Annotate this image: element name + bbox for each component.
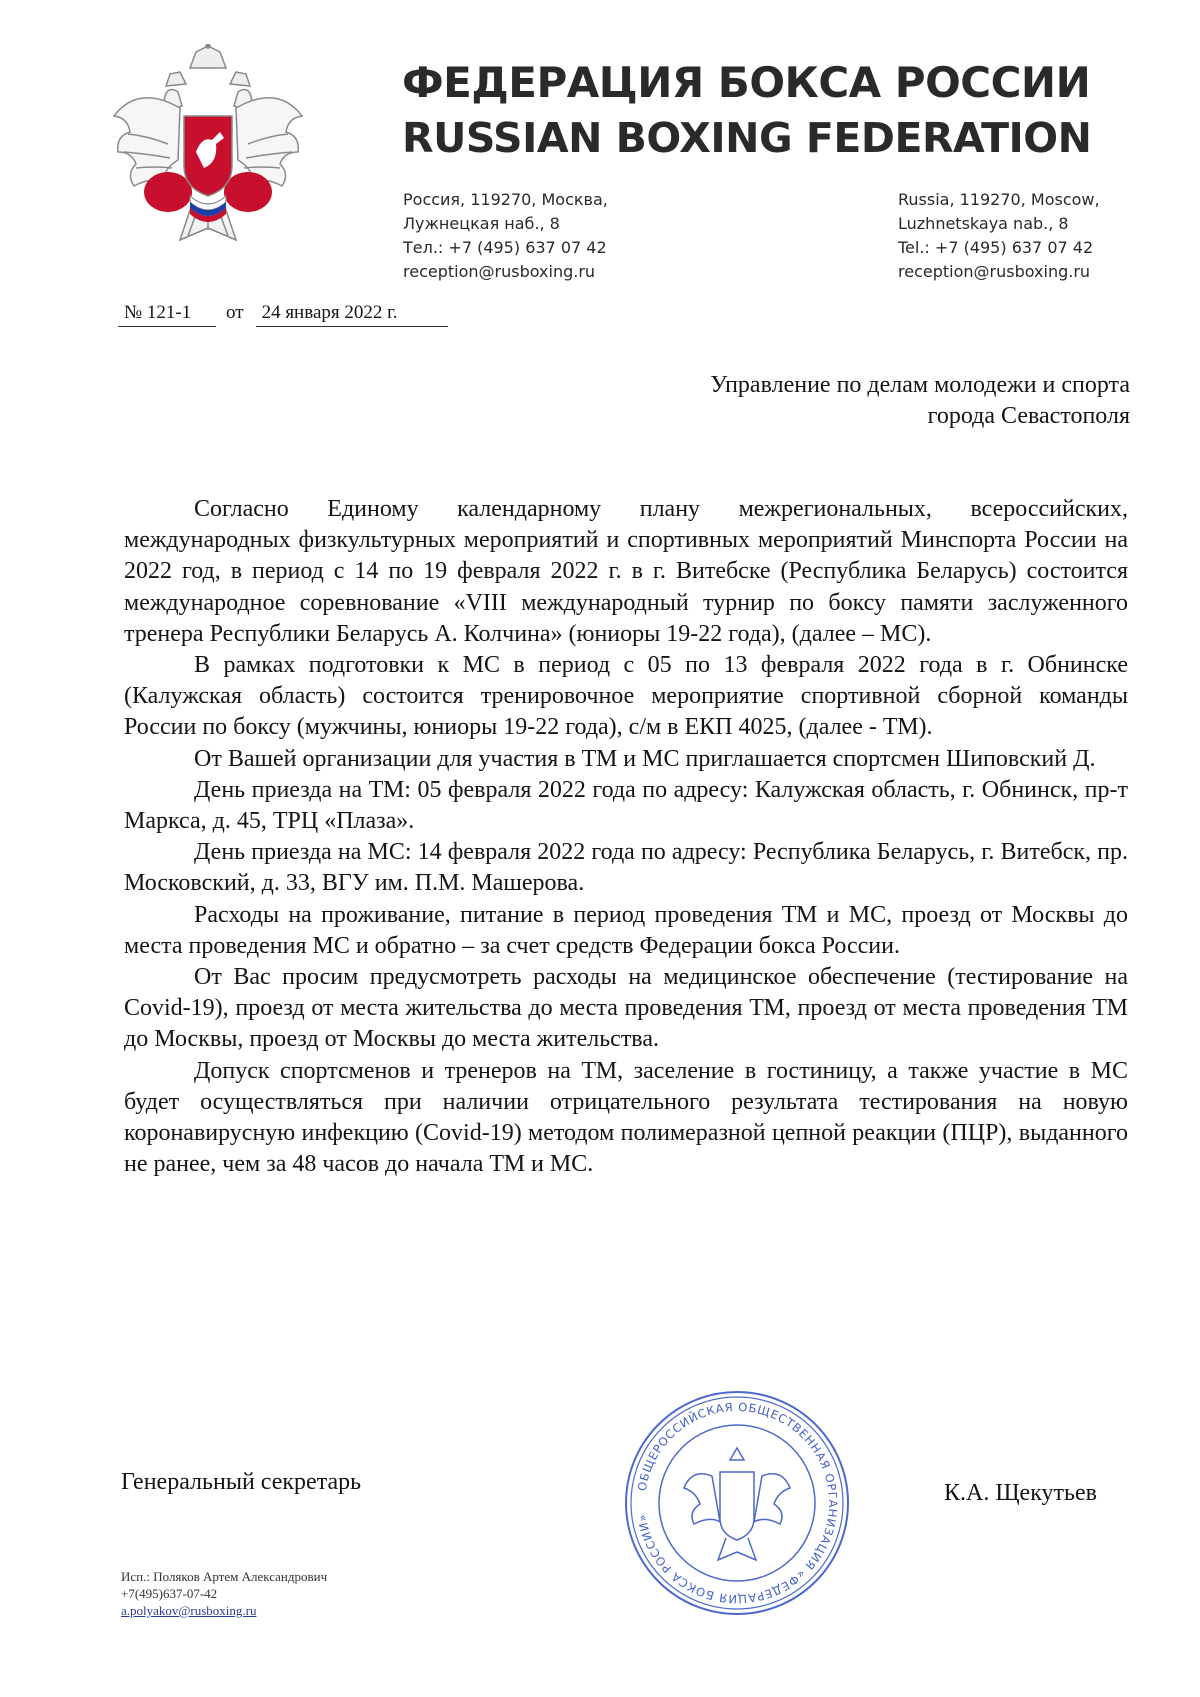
- address-ru-line: Россия, 119270, Москва,: [403, 190, 608, 209]
- address-ru-line: Тел.: +7 (495) 637 07 42: [403, 238, 607, 257]
- letter-body: [124, 494, 1128, 1180]
- org-name-en: RUSSIAN BOXING FEDERATION: [402, 114, 1092, 162]
- body-paragraph: В рамках подготовки к МС в период с 05 по 13 февраля 2022 года в г. Обнинске (Калужская область) состоится тренировочное мероприятие спортивной сборной команды России по боксу (мужчины, юниоры 19-22 года), с/м в ЕКП 4025, (далее - ТМ).: [124, 652, 1128, 741]
- registration-number: № 121-1: [118, 302, 216, 327]
- executor-name: Исп.: Поляков Артем Александрович: [121, 1569, 328, 1584]
- executor-block: [121, 1568, 327, 1619]
- org-name-ru: ФЕДЕРАЦИЯ БОКСА РОССИИ: [402, 58, 1091, 107]
- body-paragraph: От Вашей организации для участия в ТМ и МС приглашается спортсмен Шиповский Д.: [194, 745, 1096, 772]
- body-paragraph: Расходы на проживание, питание в период проведения ТМ и МС, проезд от Москвы до места проведения МС и обратно – за счет средств Федерации бокса России.: [124, 901, 1128, 959]
- addressee: [710, 370, 1130, 432]
- body-paragraph: Допуск спортсменов и тренеров на ТМ, заселение в гостиницу, а также участие в МС будет осуществляться при наличии отрицательного результата тестирования на новую коронавирусную инфекцию (Covid-19) методом полимеразной цепной реакции (ПЦР), выданного не ранее, чем за 48 часов до начала ТМ и МС.: [124, 1057, 1128, 1178]
- federation-emblem-icon: [108, 44, 308, 254]
- signatory-title: Генеральный секретарь: [121, 1469, 362, 1495]
- body-paragraph: День приезда на ТМ: 05 февраля 2022 года по адресу: Калужская область, г. Обнинск, пр-т Маркса, д. 45, ТРЦ «Плаза».: [124, 776, 1128, 835]
- stamp-text: ОБЩЕРОССИЙСКАЯ ОБЩЕСТВЕННАЯ ОРГАНИЗАЦИЯ «ФЕДЕРАЦИЯ БОКСА РОССИИ»: [634, 1399, 841, 1607]
- address-en: [898, 188, 1100, 284]
- executor-email-link[interactable]: a.polyakov@rusboxing.ru: [121, 1603, 257, 1618]
- official-stamp-icon: [622, 1388, 852, 1618]
- body-paragraph: От Вас просим предусмотреть расходы на медицинское обеспечение (тестирование на Covid-19), проезд от места жительства до места проведения ТМ, проезд от места проведения ТМ до Москвы, проезд от Москвы до места жительства.: [124, 964, 1128, 1053]
- address-ru: [403, 188, 608, 284]
- addressee-line-1: Управление по делам молодежи и спорта: [710, 372, 1130, 398]
- registration-line: [118, 302, 448, 327]
- address-en-email: reception@rusboxing.ru: [898, 262, 1091, 281]
- address-ru-email: reception@rusboxing.ru: [403, 262, 596, 281]
- registration-from-label: от: [226, 302, 244, 323]
- body-paragraph: День приезда на МС: 14 февраля 2022 года по адресу: Республика Беларусь, г. Витебск, пр. Московский, д. 33, ВГУ им. П.М. Машерова.: [124, 839, 1128, 897]
- executor-phone: +7(495)637-07-42: [121, 1586, 218, 1601]
- registration-date: 24 января 2022 г.: [256, 302, 448, 327]
- body-paragraph: Согласно Единому календарному плану межрегиональных, всероссийских, международных физкультурных мероприятий и спортивных мероприятий Минспорта России на 2022 год, в период с 14 по 19 февраля 2022 г. в г. Витебске (Республика Беларусь) состоится международное соревнование «VIII международный турнир по боксу памяти заслуженного тренера Республики Беларусь А. Колчина» (юниоры 19-22 года), (далее – МС).: [124, 496, 1128, 647]
- address-en-line: Luzhnetskaya nab., 8: [898, 214, 1069, 233]
- addressee-line-2: города Севастополя: [927, 403, 1130, 429]
- address-ru-line: Лужнецкая наб., 8: [403, 214, 560, 233]
- signatory-name: К.А. Щекутьев: [944, 1480, 1097, 1506]
- svg-text:ОБЩЕРОССИЙСКАЯ ОБЩЕСТВЕННАЯ ОР: [635, 1400, 840, 1606]
- address-en-line: Russia, 119270, Moscow,: [898, 190, 1100, 209]
- address-en-line: Tel.: +7 (495) 637 07 42: [898, 238, 1094, 257]
